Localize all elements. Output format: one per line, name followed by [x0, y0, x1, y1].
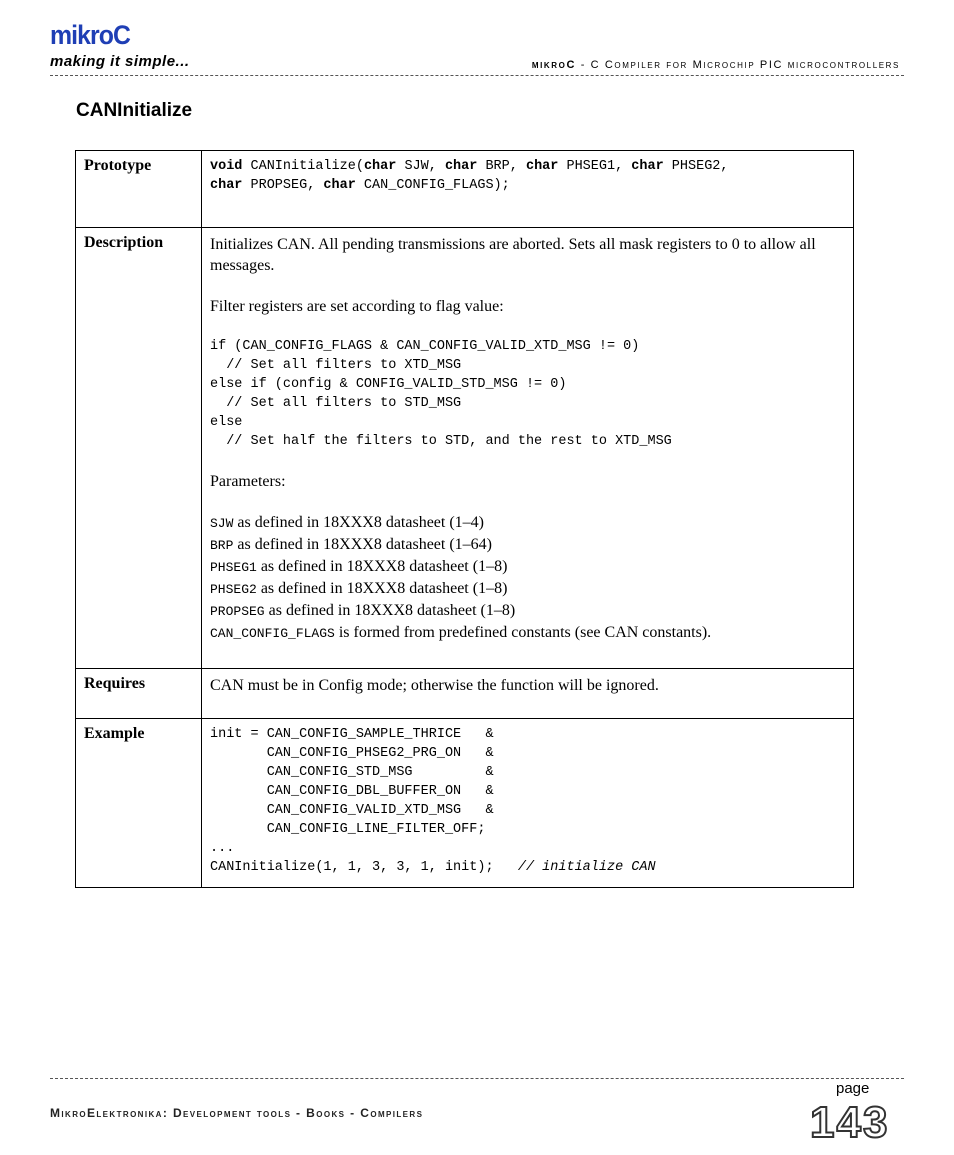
param-name: BRP [210, 538, 234, 553]
param-text: as defined in 18XXX8 datasheet (1–8) [256, 558, 508, 575]
param-item [210, 534, 845, 556]
params-title: Parameters: [210, 473, 286, 490]
header-title-brand: mikroC [531, 59, 577, 71]
param-name: CAN_CONFIG_FLAGS [210, 626, 335, 641]
table-row [76, 151, 854, 228]
mikroc-logo: mikroC [50, 20, 131, 50]
param-name: PROPSEG [210, 604, 265, 619]
param-text: as defined in 18XXX8 datasheet (1–8) [264, 602, 516, 619]
keyword-token: void [210, 159, 243, 174]
table-row [76, 669, 854, 719]
example-call: CANInitialize(1, 1, 3, 3, 1, init); [210, 860, 518, 875]
param-item [210, 512, 845, 534]
section-title: CANInitialize [76, 100, 193, 121]
filter-text: Filter registers are set according to flag value: [210, 298, 504, 315]
code-token: SJW, [396, 159, 445, 174]
keyword-token: char [525, 159, 559, 174]
header-title [532, 59, 900, 71]
page-number: 143 [810, 1098, 890, 1147]
keyword-token: char [363, 159, 397, 174]
table-row [76, 719, 854, 888]
function-table [75, 150, 854, 888]
code-token: BRP, [477, 159, 526, 174]
header-divider [50, 75, 904, 76]
description-label: Description [76, 228, 202, 669]
code-token: PHSEG1, [558, 159, 632, 174]
footer-divider [50, 1078, 904, 1079]
keyword-token: char [631, 159, 664, 174]
example-comment: // initialize CAN [517, 860, 656, 875]
code-token: PROPSEG, [242, 178, 324, 193]
prototype-content [202, 151, 854, 228]
param-item [210, 600, 845, 622]
param-text: as defined in 18XXX8 datasheet (1–4) [233, 514, 484, 531]
example-label: Example [76, 719, 202, 888]
param-name: PHSEG1 [210, 560, 257, 575]
prototype-label: Prototype [76, 151, 202, 228]
example-last-line [210, 858, 845, 877]
param-name: SJW [210, 516, 234, 531]
param-text: as defined in 18XXX8 datasheet (1–64) [233, 536, 492, 553]
keyword-token: char [444, 159, 478, 174]
param-text: as defined in 18XXX8 datasheet (1–8) [256, 580, 508, 597]
description-content [202, 228, 854, 669]
prototype-line-1 [210, 157, 845, 176]
page-label: page [836, 1080, 870, 1097]
example-content [202, 719, 854, 888]
requires-text: CAN must be in Config mode; otherwise the function will be ignored. [202, 669, 854, 719]
keyword-token: char [323, 178, 356, 193]
header-title-rest: - C Compiler for Microchip PIC microcontrollers [576, 59, 900, 71]
requires-label: Requires [76, 669, 202, 719]
table-row [76, 228, 854, 669]
tagline: making it simple... [50, 53, 190, 70]
code-token: PHSEG2, [663, 159, 729, 174]
keyword-token: char [210, 178, 243, 193]
code-token: CAN_CONFIG_FLAGS); [355, 178, 510, 193]
filter-code: if (CAN_CONFIG_FLAGS & CAN_CONFIG_VALID_XTD_MSG != 0) // Set all filters to XTD_MSG else if (config & CONFIG_VALID_STD_MSG != 0) // Set all filters to STD_MSG else // Set half the filters to STD, and the rest to XTD_MSG [210, 339, 672, 449]
param-item [210, 556, 845, 578]
example-code: init = CAN_CONFIG_SAMPLE_THRICE & CAN_CONFIG_PHSEG2_PRG_ON & CAN_CONFIG_STD_MSG & CAN_CONFIG_DBL_BUFFER_ON & CAN_CONFIG_VALID_XTD_MSG & CAN_CONFIG_LINE_FILTER_OFF; ... [210, 727, 494, 856]
param-item [210, 578, 845, 600]
footer-title: MikroElektronika: Development tools - Books - Compilers [50, 1106, 424, 1120]
params-list [210, 512, 845, 644]
param-name: PHSEG2 [210, 582, 257, 597]
param-item [210, 622, 845, 644]
code-token: CANInitialize( [242, 159, 364, 174]
description-intro: Initializes CAN. All pending transmissions are aborted. Sets all mask registers to 0 to allow all messages. [210, 236, 816, 274]
param-text: is formed from predefined constants (see CAN constants). [334, 624, 712, 641]
prototype-line-2 [210, 176, 845, 195]
